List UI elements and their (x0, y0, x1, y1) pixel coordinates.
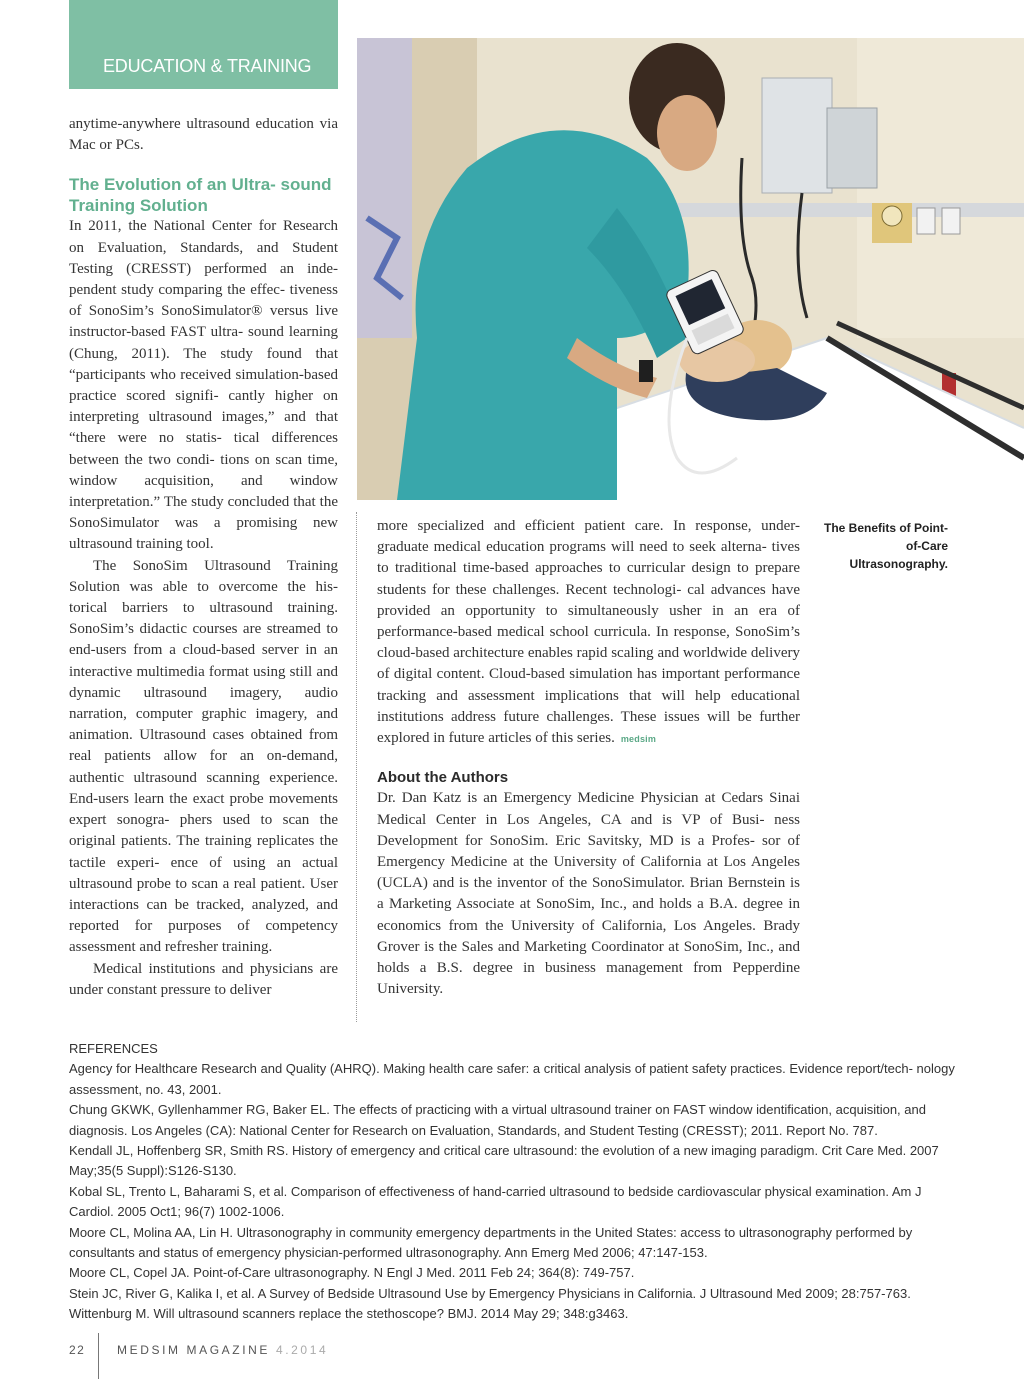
section-heading: The Evolution of an Ultra- sound Training Solution (69, 175, 332, 216)
end-mark: medsim (620, 734, 657, 745)
issue-number: 4.2014 (275, 1343, 329, 1357)
intro-paragraph: anytime-anywhere ultrasound education via Mac or PCs. (69, 116, 338, 154)
section-label: EDUCATION & TRAINING (103, 56, 312, 76)
photo-caption: The Benefits of Point-of-Care Ultrasonography. (824, 521, 948, 571)
article-column-1 (69, 114, 338, 1001)
magazine-name: MEDSIM MAGAZINE (117, 1343, 271, 1357)
references-heading: REFERENCES (69, 1041, 158, 1056)
reference-item: Kendall JL, Hoffenberg SR, Smith RS. History of emergency and critical care ultrasound: the evolution of a new imaging paradigm. Crit Care Med. 2007 May;35(5 Suppl):S126-S130. (69, 1143, 939, 1179)
reference-item: Moore CL, Molina AA, Lin H. Ultrasonography in community emergency departments in the United States: access to ultrasonography performed by consultants and status of emergency physician-performed ultrasonography. Ann Emerg Med 2006; 47:147-153. (69, 1224, 913, 1261)
body-paragraph: The SonoSim Ultrasound Training Solution was able to overcome the his- torical barriers to ultrasound training. SonoSim’s didactic courses are streamed to end-users from a cloud-based server in an interactive multimedia format using still and dynamic ultrasound imagery, audio narration, computer graphic imagery, and animation. Ultrasound cases obtained from real patients allow for an on-demand, authentic ultrasound scanning experience. End-users learn the exact probe movements expert sonogra- phers used to scan the original patients. The training replicates the tactile experi- ence of using an actual ultrasound probe to scan a real patient. User interactions can be tracked, analyzed, and reported for purposes of competency assessment and refresher training. (69, 557, 338, 956)
reference-item: Wittenburg M. Will ultrasound scanners replace the stethoscope? BMJ. 2014 May 29; 348:g3463. (69, 1306, 629, 1322)
reference-item: Stein JC, River G, Kalika I, et al. A Survey of Bedside Ultrasound Use by Emergency Physicians in California. J Ultrasound Med 2009; 28:757-763. (69, 1285, 911, 1301)
section-tab (69, 0, 338, 89)
page-number: 22 (69, 1343, 86, 1357)
article-column-2 (377, 516, 800, 1000)
footer-divider (98, 1333, 99, 1379)
body-paragraph: In 2011, the National Center for Research on Evaluation, Standards, and Student Testing (CRESST) performed an inde- pendent study comparing the effec- tiveness of SonoSim’s SonoSimulator® versus live instructor-based FAST ultra- sound learning (Chung, 2011). The study found that “participants who received simulation-based practice scored signifi- cantly higher on interpreting ultrasound images,” and that “there were no statis- tical differences between the two condi- tions on scan time, window acquisition, and window interpretation.” The study concluded that the SonoSimulator was a promising new ultrasound training tool. (69, 218, 338, 553)
about-authors-heading: About the Authors (377, 769, 509, 787)
magazine-footer (117, 1343, 328, 1357)
reference-item: Agency for Healthcare Research and Quality (AHRQ). Making health care safer: a critical analysis of patient safety practices. Evidence report/tech- nology assessment, no. 43, 2001. (69, 1061, 955, 1097)
body-paragraph (377, 516, 800, 750)
reference-item: Moore CL, Copel JA. Point-of-Care ultrasonography. N Engl J Med. 2011 Feb 24; 364(8): 749-757. (69, 1265, 635, 1281)
article-photo (357, 38, 1024, 500)
body-paragraph: Medical institutions and physicians are under constant pressure to deliver (69, 960, 338, 998)
reference-item: Chung GKWK, Gyllenhammer RG, Baker EL. The effects of practicing with a virtual ultrasound trainer on FAST window identification, acquisition, and diagnosis. Los Angeles (CA): National Center for Research on Evaluation, Standards, and Student Testing (CRESST); 2011. Report No. 787. (69, 1102, 926, 1138)
about-authors-text: Dr. Dan Katz is an Emergency Medicine Physician at Cedars Sinai Medical Center in Los Angeles, CA and is VP of Busi- ness Development for SonoSim. Eric Savitsky, MD is a Profes- sor of Emergency Medicine at the University of California at Los Angeles (UCLA) and is the inventor of the SonoSimulator. Brian Bernstein is a Marketing Associate at SonoSim, Inc., and holds a B.A. degree in economics from the University of California, Los Angeles. Brady Grover is the Sales and Marketing Coordinator at SonoSim, Inc., and holds a B.S. degree in business management from Pepperdine University. (377, 790, 800, 998)
column-divider (356, 512, 357, 1022)
reference-item: Kobal SL, Trento L, Baharami S, et al. Comparison of effectiveness of hand-carried ultrasound to bedside cardiovascular physical examination. Am J Cardiol. 2005 Oct1; 96(7) 1002-1006. (69, 1183, 922, 1220)
references (69, 1039, 959, 1325)
body-text: more specialized and efficient patient care. In response, under- graduate medical education programs will need to seek alterna- tives to traditional time-based approaches to curricular design to prepare students for these challenges. Recent technologi- cal advances have provided an opportunity to simultaneously usher in an era of performance-based medical school curricula. In response, SonoSim’s cloud-based architecture enables rapid scaling and worldwide delivery of digital content. Cloud-based simulation has important performance tracking and assessment implications that will help educational institutions address future challenges. These issues will be further explored in future articles of this series. (377, 518, 800, 747)
